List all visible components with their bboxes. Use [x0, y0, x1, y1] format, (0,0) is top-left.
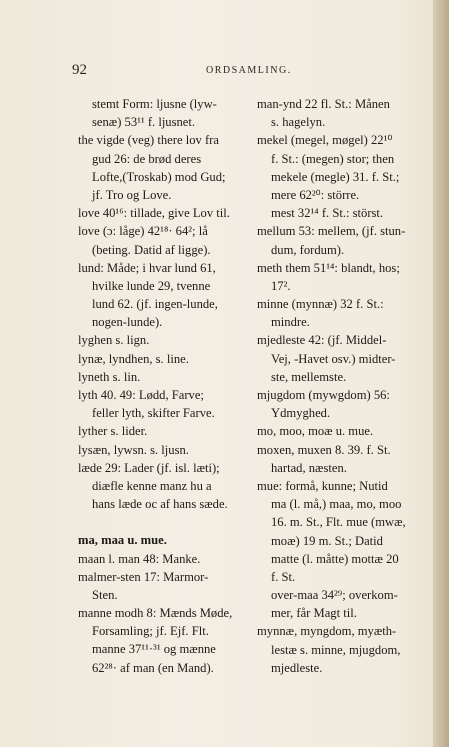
text-line: mer, får Magt til.: [271, 606, 357, 621]
text-line: mest 32¹⁴ f. St.: störst.: [271, 206, 384, 221]
text-line: mjedleste.: [271, 660, 323, 675]
text-line: gud 26: de brød deres: [92, 151, 202, 166]
text-line: mue: formå, kunne; Nutid: [257, 478, 388, 493]
text-line: lund: Måde; i hvar lund 61,: [78, 260, 216, 275]
section-heading: ma, maa u. mue.: [78, 533, 167, 548]
text-line: maan l. man 48: Manke.: [78, 551, 201, 566]
page-number: 92: [72, 62, 87, 78]
text-line: lysæn, lywsn. s. ljusn.: [78, 442, 189, 457]
text-line: the vigde (veg) there lov fra: [78, 133, 219, 148]
text-line: 16. m. St., Flt. mue (mwæ,: [271, 515, 406, 530]
text-line: mellum 53: mellem, (jf. stun-: [257, 224, 406, 239]
text-line: mekel (megel, møgel) 22¹⁰: [257, 133, 393, 148]
page-header: [72, 62, 412, 82]
text-line: 17².: [271, 278, 291, 293]
text-line: hans læde oc af hans sæde.: [92, 497, 228, 512]
text-line: nogen-lunde).: [92, 315, 163, 330]
text-line: (beting. Datid af ligge).: [92, 242, 211, 257]
text-line: dum, fordum).: [271, 242, 345, 257]
text-line: ma (l. må,) maa, mo, moo: [271, 497, 402, 512]
text-line: love (ɔ: låge) 42¹⁸· 64²; lå: [78, 224, 208, 239]
text-line: mynnæ, myngdom, myæth-: [257, 624, 397, 639]
text-line: senæ) 53¹¹ f. ljusnet.: [92, 115, 196, 130]
page-edge: [433, 0, 449, 747]
text-line: feller lyth, skifter Farve.: [92, 406, 215, 421]
text-line: lynæ, lyndhen, s. line.: [78, 351, 189, 366]
text-line: Sten.: [92, 587, 118, 602]
text-line: mekele (megle) 31. f. St.;: [271, 169, 400, 184]
text-line: manne 37¹¹·³¹ og mænne: [92, 642, 216, 657]
text-line: man-ynd 22 fl. St.: Månen: [257, 97, 390, 111]
text-line: lyth 40. 49: Lødd, Farve;: [78, 388, 204, 402]
text-line: s. hagelyn.: [271, 115, 326, 130]
text-line: matte (l. måtte) mottæ 20: [271, 551, 399, 566]
text-line: lyther s. lider.: [78, 424, 148, 439]
running-head: ORDSAMLING.: [206, 65, 292, 76]
column-spacer: [78, 513, 236, 531]
text-line: Vej, -Havet osv.) midter-: [271, 351, 396, 366]
text-line: moæ) 19 m. St.; Datid: [271, 533, 383, 548]
text-line: lund 62. (jf. ingen-lunde,: [92, 297, 218, 312]
text-line: mjugdom (mywgdom) 56:: [257, 388, 390, 402]
right-column: [257, 95, 415, 677]
text-line: manne modh 8: Mænds Møde,: [78, 606, 233, 621]
text-line: læde 29: Lader (jf. isl. læti);: [78, 460, 220, 475]
text-line: moxen, muxen 8. 39. f. St.: [257, 442, 391, 457]
text-line: f. St.: [271, 569, 296, 584]
text-line: meth them 51¹⁴: blandt, hos;: [257, 260, 400, 275]
text-line: stemt Form: ljusne (lyw-: [92, 97, 217, 111]
text-line: f. St.: (megen) stor; then: [271, 151, 395, 166]
text-line: mindre.: [271, 315, 310, 330]
text-line: Lofte,(Troskab) mod Gud;: [92, 169, 226, 184]
text-line: mjedleste 42: (jf. Middel-: [257, 333, 387, 348]
text-line: lyghen s. lign.: [78, 333, 150, 348]
text-line: hvilke lunde 29, tvenne: [92, 278, 211, 293]
text-line: love 40¹⁶: tillade, give Lov til.: [78, 206, 230, 221]
text-line: ste, mellemste.: [271, 369, 347, 384]
text-line: mo, moo, moæ u. mue.: [257, 424, 374, 439]
text-line: jf. Tro og Love.: [92, 187, 172, 202]
text-line: minne (mynnæ) 32 f. St.:: [257, 297, 384, 312]
text-line: 62²⁸· af man (en Mand).: [92, 660, 214, 675]
text-line: Ydmyghed.: [271, 406, 331, 421]
text-line: hartad, næsten.: [271, 460, 347, 475]
text-line: lestæ s. minne, mjugdom,: [271, 642, 401, 657]
text-line: lyneth s. lin.: [78, 369, 141, 384]
text-line: mere 62²⁰: större.: [271, 187, 360, 202]
text-line: over-maa 34²⁹; overkom-: [271, 588, 398, 603]
text-line: Forsamling; jf. Ejf. Flt.: [92, 624, 209, 639]
left-column: [78, 95, 236, 677]
text-line: diæfle kenne manz hu a: [92, 478, 212, 493]
text-line: malmer-sten 17: Marmor-: [78, 569, 209, 584]
